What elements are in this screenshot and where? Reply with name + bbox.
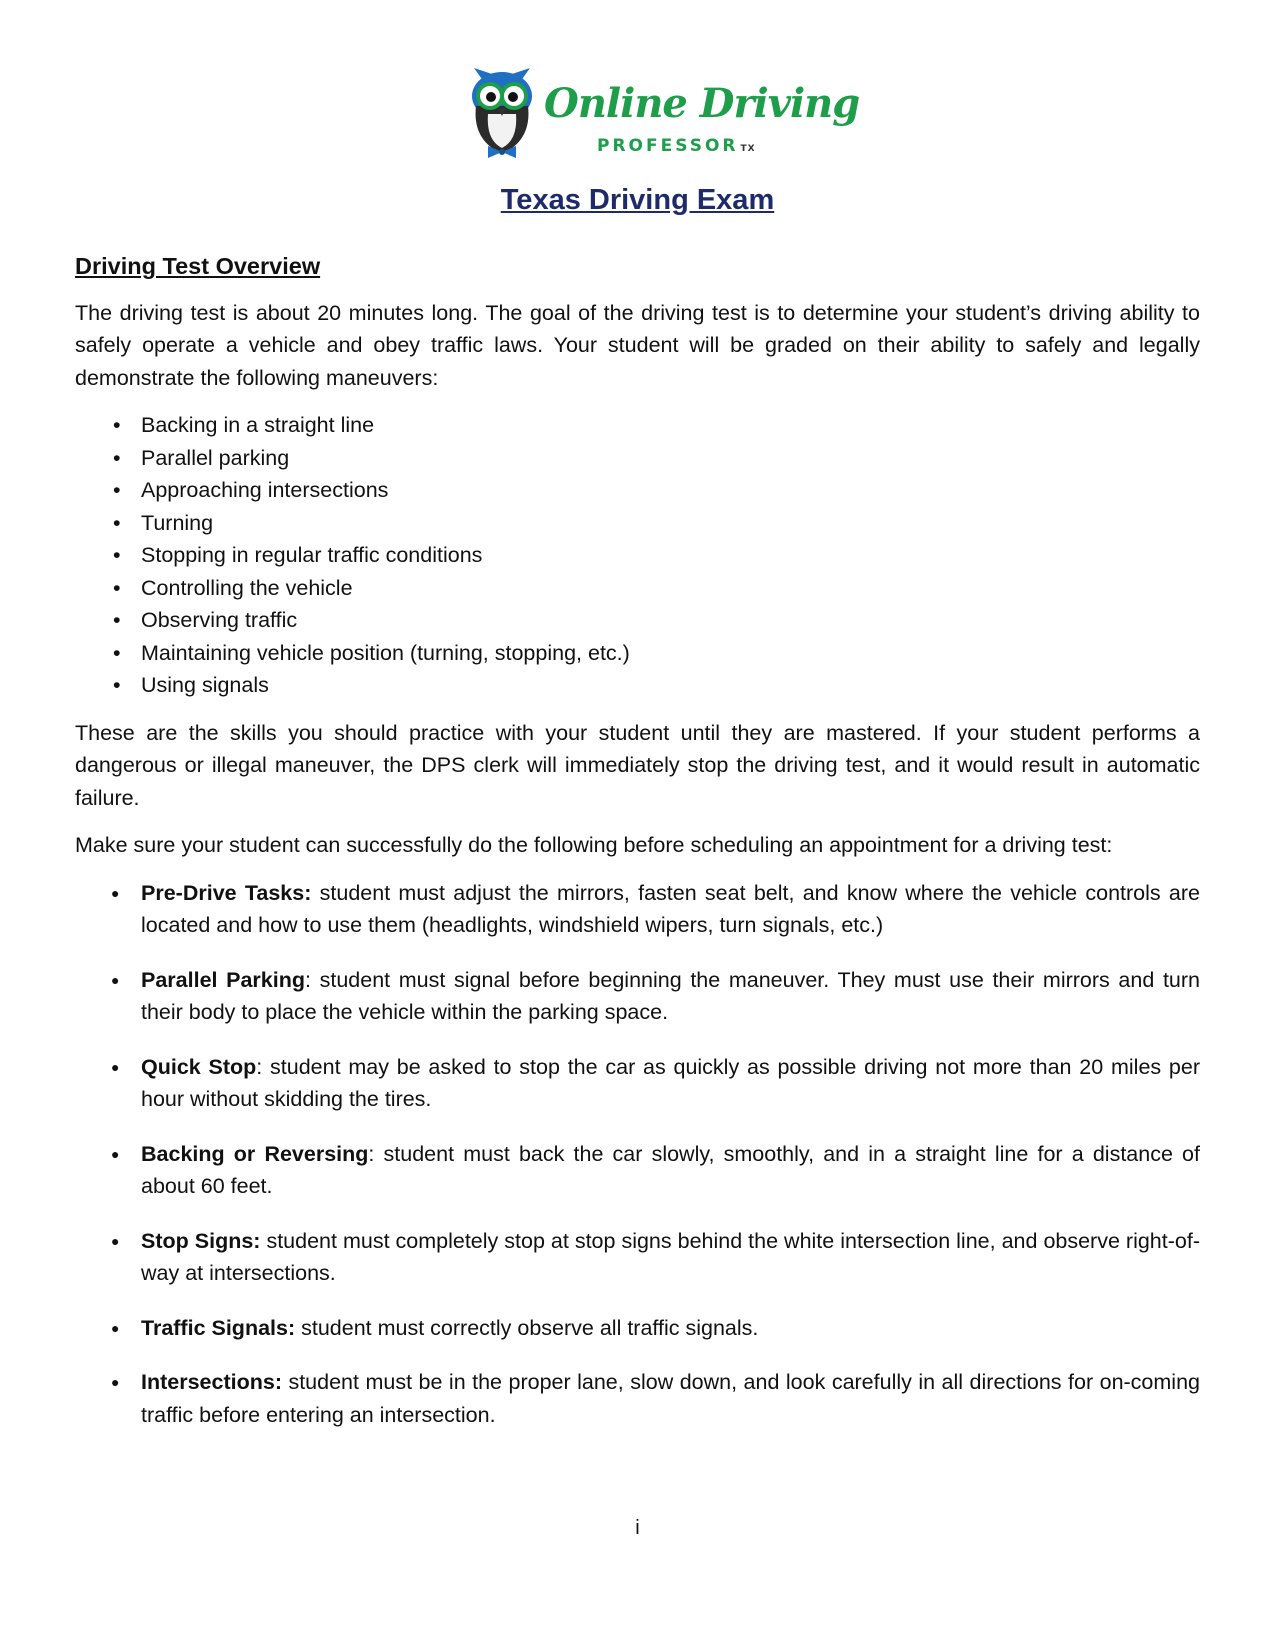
document-title: Texas Driving Exam [500,184,775,216]
list-item [75,1312,1200,1345]
intro-paragraph: The driving test is about 20 minutes long. The goal of the driving test is to determine your student’s driving ability to safely operate a vehicle and obey traffic laws. Your student will be graded on their ability to safely and legally demonstrate the following maneuvers: [75,300,1200,390]
requirement-term: Intersections: [141,1370,282,1394]
online-driving-professor-logo [462,60,860,170]
requirement-text: student must completely stop at stop signs behind the white intersection line, and observe right-of-way at intersections. [141,1228,1200,1285]
list-item: • Controlling the vehicle [75,572,1200,605]
list-item: • Turning [75,507,1200,540]
requirement-term: Stop Signs: [141,1228,261,1253]
requirement-text: : student must signal before beginning the maneuver. They must use their mirrors and turn their body to place the vehicle within the parking space. [141,967,1200,1024]
document-body [75,250,1200,1453]
requirement-term: Pre-Drive Tasks: [141,880,312,905]
requirement-text: : student may be asked to stop the car as quickly as possible driving not more than 20 miles per hour without skidding the tires. [141,1054,1201,1111]
list-item: • Maintaining vehicle position (turning, stopping, etc.) [75,637,1200,670]
requirement-text: student must correctly observe all traffic signals. [295,1315,759,1340]
logo-wordmark: Online Driving [544,80,860,127]
list-item: • Parallel parking [75,442,1200,475]
requirement-text: student must be in the proper lane, slow down, and look carefully in all directions for on-coming traffic before entering an intersection. [141,1370,1200,1427]
logo-subtitle [597,136,756,156]
requirement-term: Parallel Parking [141,967,305,992]
owl-mascot-icon [462,60,542,160]
requirement-text: : student must back the car slowly, smoothly, and in a straight line for a distance of about 60 feet. [141,1141,1200,1198]
list-item [75,964,1200,1029]
list-item [75,1138,1200,1203]
list-item: • Approaching intersections [75,474,1200,507]
maneuver-list [75,409,1200,702]
checklist-intro-paragraph: Make sure your student can successfully do the following before scheduling an appointment for a driving test: [75,833,1113,857]
list-item: • Using signals [75,669,1200,702]
practice-note-paragraph: These are the skills you should practice with your student until they are mastered. If your student performs a dangerous or illegal maneuver, the DPS clerk will immediately stop the driving test, and it would result in automatic failure. [75,720,1200,810]
requirement-text: student must adjust the mirrors, fasten seat belt, and know where the vehicle controls are located and how to use them (headlights, windshield wipers, turn signals, etc.) [141,880,1200,937]
list-item: • Stopping in regular traffic conditions [75,539,1200,572]
page-number: i [635,1517,640,1539]
logo-subtitle-text: PROFESSOR [597,136,739,156]
list-item [75,1366,1200,1431]
list-item [75,1051,1200,1116]
list-item: • Backing in a straight line [75,409,1200,442]
requirement-term: Backing or Reversing [141,1141,369,1166]
requirement-term: Traffic Signals: [141,1315,296,1340]
list-item [75,1225,1200,1290]
requirements-list [75,877,1200,1432]
list-item: • Observing traffic [75,604,1200,637]
list-item [75,877,1200,942]
section-heading: Driving Test Overview [75,253,321,279]
requirement-term: Quick Stop [141,1054,257,1079]
logo-state-suffix: TX [740,144,756,154]
